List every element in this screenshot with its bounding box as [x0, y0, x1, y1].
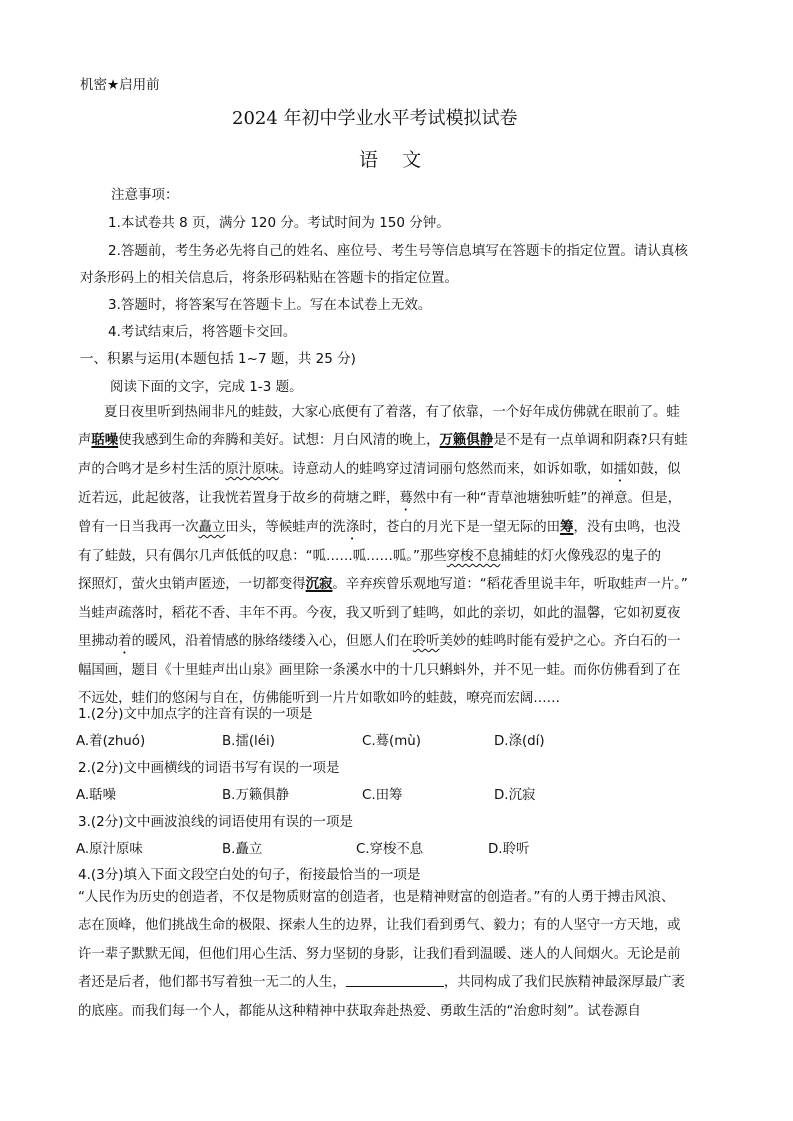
text-run: 夏日夜里听到热闹非凡的蛙鼓，大家心底便有了着落，有了依靠，一个好年成仿佛就在眼前了。蛙	[104, 405, 680, 420]
note-item-4: 4.考试结束后，将答题卡交回。	[108, 324, 297, 340]
text-run: ，共同构成了我们民族精神最深厚最广袤	[443, 975, 685, 991]
notes-heading: 注意事项：	[111, 187, 179, 203]
passage-line	[78, 427, 720, 455]
text-run: 捕蛙的灯火像残忍的鬼子的	[500, 548, 661, 564]
question-1-option-c: C.蓦(mù)	[362, 734, 421, 749]
text-run: 者还是后者，他们都书写着独一无二的人生，	[78, 975, 346, 991]
dotted-char-mu: 蓦	[399, 490, 413, 506]
passage-line	[78, 600, 720, 628]
section-heading: 一、积累与运用(本题包括 1~7 题，共 25 分)	[80, 351, 356, 367]
wavy-word-lingting: 聆听	[412, 634, 440, 650]
underlined-word-chenji: 沉寂	[305, 577, 333, 593]
passage-line	[78, 571, 720, 599]
secret-mark: 机密★启用前	[80, 77, 160, 93]
text-run: 的暖风，沿着情感的脉络缕缕入心，但愿人们在	[131, 634, 413, 650]
text-run: 许一辈子默默无闻，但他们用心生活、努力坚韧的身影，让我们看到温暖、迷人的人间烟火。无论是前	[78, 946, 681, 962]
question-3-option-c: C.穿梭不息	[356, 842, 424, 857]
underlined-word-wanlaijujing: 万籁俱静	[439, 433, 494, 449]
text-run: 的底座。而我们每一个人，都能从这种精神中获取奔赴热爱、勇敢生活的“治愈时刻”。试卷源自	[78, 1003, 641, 1019]
question-1-option-a: A.着(zhuó)	[76, 734, 146, 749]
text-run: ，没有虫鸣，也没	[573, 519, 681, 535]
text-run: 如鼓，似	[627, 461, 681, 477]
passage-line	[78, 543, 720, 571]
passage-line	[78, 514, 720, 543]
note-item-2-cont: 对条形码上的相关信息后，将条形码粘贴在答题卡的指定位置。	[80, 270, 458, 286]
text-run: 志在顶峰，他们挑战生命的极限、探索人生的边界，让我们看到勇气、毅力；有的人坚守一方天地，或	[78, 918, 681, 934]
text-run: 是不是有一点单调和阴森?只有蛙	[493, 433, 688, 449]
text-run: 幅国画，题目《十里蛙声出山泉》画里除一条溪水中的十几只蝌蚪外，并不见一蛙。而你仿佛看到了在	[78, 663, 681, 679]
underlined-word-chou: 筹	[560, 519, 574, 535]
underlined-word-guozao: 聒噪	[91, 433, 119, 449]
text-run: 曾有一日当我再一次	[78, 519, 199, 535]
passage-line	[78, 485, 720, 514]
text-run: 使我感到生命的奔腾和美好。试想：月白风清的晚上，	[118, 433, 440, 449]
text-run: 里拂动	[78, 634, 119, 650]
passage-line	[78, 456, 720, 485]
text-run: 声的合鸣才是乡村生活的	[78, 461, 226, 477]
exam-title: 2024 年初中学业水平考试模拟试卷	[232, 108, 518, 129]
question-2-option-d: D.沉寂	[494, 788, 536, 803]
question-1-option-d: D.涤(dí)	[494, 734, 545, 749]
passage-line	[78, 884, 720, 912]
text-run: 时，苍白的月光下是一望无际的田	[359, 519, 561, 535]
note-item-1: 1.本试卷共 8 页，满分 120 分。考试时间为 150 分钟。	[108, 215, 450, 231]
text-run: 。诗意动人的蛙鸣穿过清词丽句悠然而来，如诉如歌，如	[278, 461, 614, 477]
text-run: 当蛙声疏落时，稻花不香、丰年不再。今夜，我又听到了蛙鸣，如此的亲切，如此的温馨，它如初夏夜	[78, 605, 681, 621]
text-run: 。辛弃疾曾乐观地写道：“稻花香里说丰年，听取蛙声一片。”	[332, 577, 688, 593]
reading-instruction: 阅读下面的文字，完成 1-3 题。	[110, 379, 303, 395]
passage-line	[78, 998, 720, 1026]
note-item-3: 3.答题时，将答案写在答题卡上。写在本试卷上无效。	[108, 297, 432, 313]
question-3-stem: 3.(2分)文中画波浪线的词语使用有误的一项是	[78, 814, 354, 830]
question-3-option-d: D.聆听	[488, 842, 530, 857]
text-run: “人民作为历史的创造者，不仅是物质财富的创造者，也是精神财富的创造者。”有的人勇于搏击风浪、	[78, 890, 675, 905]
dotted-char-lei: 擂	[613, 461, 628, 477]
passage-line	[78, 628, 720, 657]
question-2-option-c: C.田筹	[362, 788, 403, 803]
question-1-stem: 1.(2分)文中加点字的注音有误的一项是	[78, 706, 313, 722]
wavy-word-chuansuobuxi: 穿梭不息	[446, 548, 501, 564]
passage-line	[78, 969, 720, 997]
reading-passage	[78, 399, 720, 714]
text-run: 声	[78, 433, 92, 449]
question-2-stem: 2.(2分)文中画横线的词语书写有误的一项是	[78, 760, 340, 776]
text-run: 田头，等候蛙声的洗	[225, 519, 346, 535]
text-run: 有了蛙鼓，只有偶尔几声低低的叹息：“呱……呱……呱。”那些	[78, 548, 447, 564]
note-item-2: 2.答题前，考生务必先将自己的姓名、座位号、考生号等信息填写在答题卡的指定位置。请认真核	[108, 243, 688, 259]
question-3-option-b: B.矗立	[222, 842, 263, 857]
text-run: 然中有一种“青草池塘独听蛙”的禅意。但是，	[412, 490, 682, 506]
text-run: 近若远，此起彼落，让我恍若置身于故乡的荷塘之畔，	[78, 490, 400, 506]
question-4-stem: 4.(3分)填入下面文段空白处的句子，衔接最恰当的一项是	[78, 867, 421, 883]
wavy-word-chuli: 矗立	[198, 519, 226, 535]
passage-line	[78, 912, 720, 940]
subject-title: 语 文	[359, 149, 422, 171]
text-run: 美妙的蛙鸣时能有爱护之心。齐白石的一	[439, 634, 681, 650]
text-run: 不远处，蛙们的悠闲与自在，仿佛能听到一片片如歌如吟的蛙鼓，嘹亮而宏阔……	[78, 691, 561, 707]
text-run: 探照灯，萤火虫销声匿迹，一切都变得	[78, 577, 306, 593]
question-2-option-b: B.万籁俱静	[222, 788, 290, 803]
passage-line	[78, 657, 720, 685]
answer-blank	[346, 972, 444, 987]
passage-line	[78, 941, 720, 969]
wavy-word-yuanzhiyuanwei: 原汁原味	[225, 461, 279, 477]
question-2-option-a: A.聒噪	[76, 788, 116, 803]
passage-line	[78, 399, 720, 427]
question-1-option-b: B.擂(léi)	[222, 734, 275, 749]
dotted-char-di: 涤	[345, 519, 360, 535]
dotted-char-zhuo: 着	[118, 634, 132, 650]
question-3-option-a: A.原汁原味	[76, 842, 143, 857]
question-4-passage	[78, 884, 720, 1026]
